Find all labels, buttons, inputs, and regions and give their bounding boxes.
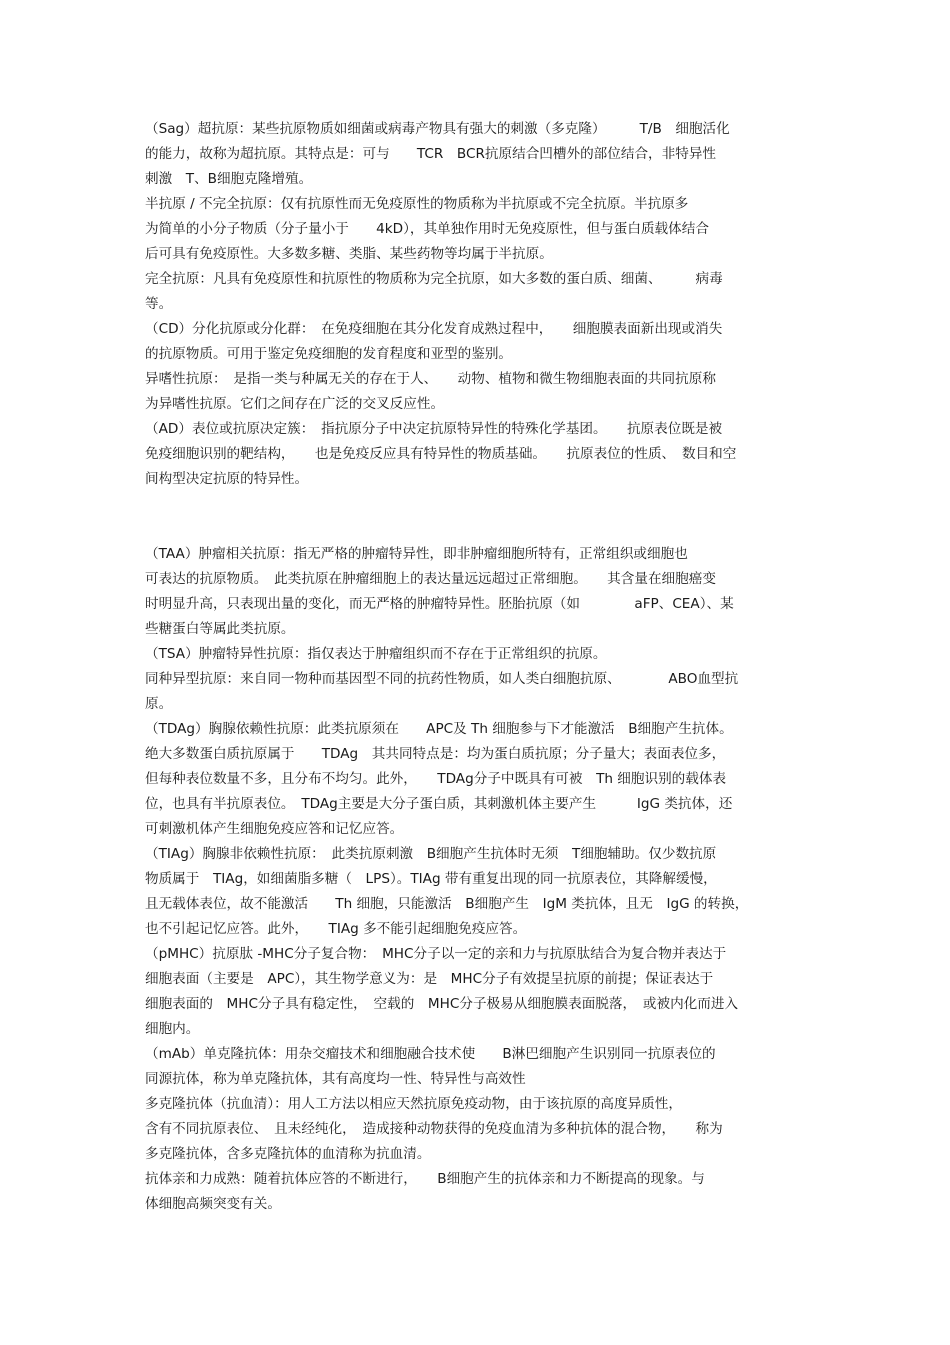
text-line: 物质属于 TIAg，如细菌脂多糖（ LPS）。TIAg 带有重复出现的同一抗原表位，其降解缓慢， bbox=[145, 871, 717, 887]
text-line: 的抗原物质。可用于鉴定免疫细胞的发育程度和亚型的鉴别。 bbox=[145, 346, 513, 362]
text-line: 绝大多数蛋白质抗原属于 TDAg 其共同特点是：均为蛋白质抗原；分子量大；表面表位多， bbox=[145, 746, 726, 762]
text-line: 半抗原 / 不完全抗原：仅有抗原性而无免疫原性的物质称为半抗原或不完全抗原。半抗原多 bbox=[145, 196, 689, 212]
text-line: （CD）分化抗原或分化群： 在免疫细胞在其分化发育成熟过程中， 细胞膜表面新出现或消失 bbox=[145, 321, 723, 337]
text-line: 等。 bbox=[145, 296, 173, 312]
text-line: 同源抗体，称为单克隆抗体，其有高度均一性、特异性与高效性 bbox=[145, 1071, 526, 1087]
text-line: （TDAg）胸腺依赖性抗原：此类抗原须在 APC及 Th 细胞参与下才能激活 B细胞产生抗体。 bbox=[145, 721, 733, 737]
text-line: 细胞表面的 MHC分子具有稳定性， 空载的 MHC分子极易从细胞膜表面脱落， 或被内化而进入 bbox=[145, 996, 739, 1012]
text-line: 但每种表位数量不多，且分布不均匀。此外， TDAg分子中既具有可被 Th 细胞识别的载体表 bbox=[145, 771, 727, 787]
text-line: 抗体亲和力成熟：随着抗体应答的不断进行， B细胞产生的抗体亲和力不断提高的现象。与 bbox=[145, 1171, 705, 1187]
text-line: （TAA）肿瘤相关抗原：指无严格的肿瘤特异性，即非肿瘤细胞所特有，正常组织或细胞也 bbox=[145, 546, 688, 562]
text-line: 原。 bbox=[145, 696, 173, 712]
text-line: 体细胞高频突变有关。 bbox=[145, 1196, 281, 1212]
text-line: 异嗜性抗原： 是指一类与种属无关的存在于人、 动物、植物和微生物细胞表面的共同抗原称 bbox=[145, 371, 716, 387]
text-line: 可刺激机体产生细胞免疫应答和记忆应答。 bbox=[145, 821, 404, 837]
text-line: （TSA）肿瘤特异性抗原：指仅表达于肿瘤组织而不存在于正常组织的抗原。 bbox=[145, 646, 607, 662]
text-line: 间构型决定抗原的特异性。 bbox=[145, 471, 309, 487]
text-line: 的能力，故称为超抗原。其特点是：可与 TCR BCR抗原结合凹槽外的部位结合，非特异性 bbox=[145, 146, 717, 162]
text-line: 为异嗜性抗原。它们之间存在广泛的交叉反应性。 bbox=[145, 396, 445, 412]
text-line: 为简单的小分子物质（分子量小于 4kD），其单独作用时无免疫原性，但与蛋白质载体结合 bbox=[145, 221, 709, 237]
text-line: （AD）表位或抗原决定簇： 指抗原分子中决定抗原特异性的特殊化学基团。 抗原表位既是被 bbox=[145, 421, 723, 437]
text-line: 些糖蛋白等属此类抗原。 bbox=[145, 621, 295, 637]
text-line: （TIAg）胸腺非依赖性抗原： 此类抗原刺激 B细胞产生抗体时无须 T细胞辅助。仅少数抗原 bbox=[145, 846, 717, 862]
text-line: 细胞内。 bbox=[145, 1021, 200, 1037]
text-line: 免疫细胞识别的靶结构， 也是免疫反应具有特异性的物质基础。 抗原表位的性质、 数目和空 bbox=[145, 446, 737, 462]
text-line: 也不引起记忆应答。此外， TIAg 多不能引起细胞免疫应答。 bbox=[145, 921, 527, 937]
text-line: 时明显升高，只表现出量的变化，而无严格的肿瘤特异性。胚胎抗原（如 aFP、CEA）、某 bbox=[145, 596, 734, 612]
text-line: 完全抗原：凡具有免疫原性和抗原性的物质称为完全抗原，如大多数的蛋白质、细菌、 病毒 bbox=[145, 271, 723, 287]
text-line: 且无载体表位，故不能激活 Th 细胞，只能激活 B细胞产生 IgM 类抗体，且无 IgG 的转换， bbox=[145, 896, 749, 912]
text-line: 刺激 T、B细胞克隆增殖。 bbox=[145, 171, 313, 187]
text-line: （pMHC）抗原肽 -MHC分子复合物： MHC分子以一定的亲和力与抗原肽结合为复合物并表达于 bbox=[145, 946, 727, 962]
text-line: 同种异型抗原：来自同一物种而基因型不同的抗药性物质，如人类白细胞抗原、 ABO血型抗 bbox=[145, 671, 739, 687]
text-line: （mAb）单克隆抗体：用杂交瘤技术和细胞融合技术使 B淋巴细胞产生识别同一抗原表位的 bbox=[145, 1046, 716, 1062]
text-line: 位，也具有半抗原表位。 TDAg主要是大分子蛋白质，其刺激机体主要产生 IgG 类抗体，还 bbox=[145, 796, 733, 812]
text-line: 可表达的抗原物质。 此类抗原在肿瘤细胞上的表达量远远超过正常细胞。 其含量在细胞癌变 bbox=[145, 571, 716, 587]
text-line: 细胞表面（主要是 APC），其生物学意义为：是 MHC分子有效提呈抗原的前提；保证表达于 bbox=[145, 971, 714, 987]
text-line: （Sag）超抗原：某些抗原物质如细菌或病毒产物具有强大的刺激（多克隆） T/B 细胞活化 bbox=[145, 121, 730, 137]
text-line: 含有不同抗原表位、 且未经纯化， 造成接种动物获得的免疫血清为多种抗体的混合物， 称为 bbox=[145, 1121, 723, 1137]
text-line: 多克隆抗体（抗血清）：用人工方法以相应天然抗原免疫动物，由于该抗原的高度异质性， bbox=[145, 1096, 682, 1112]
text-line: 后可具有免疫原性。大多数多糖、类脂、某些药物等均属于半抗原。 bbox=[145, 246, 553, 262]
text-line: 多克隆抗体，含多克隆抗体的血清称为抗血清。 bbox=[145, 1146, 431, 1162]
